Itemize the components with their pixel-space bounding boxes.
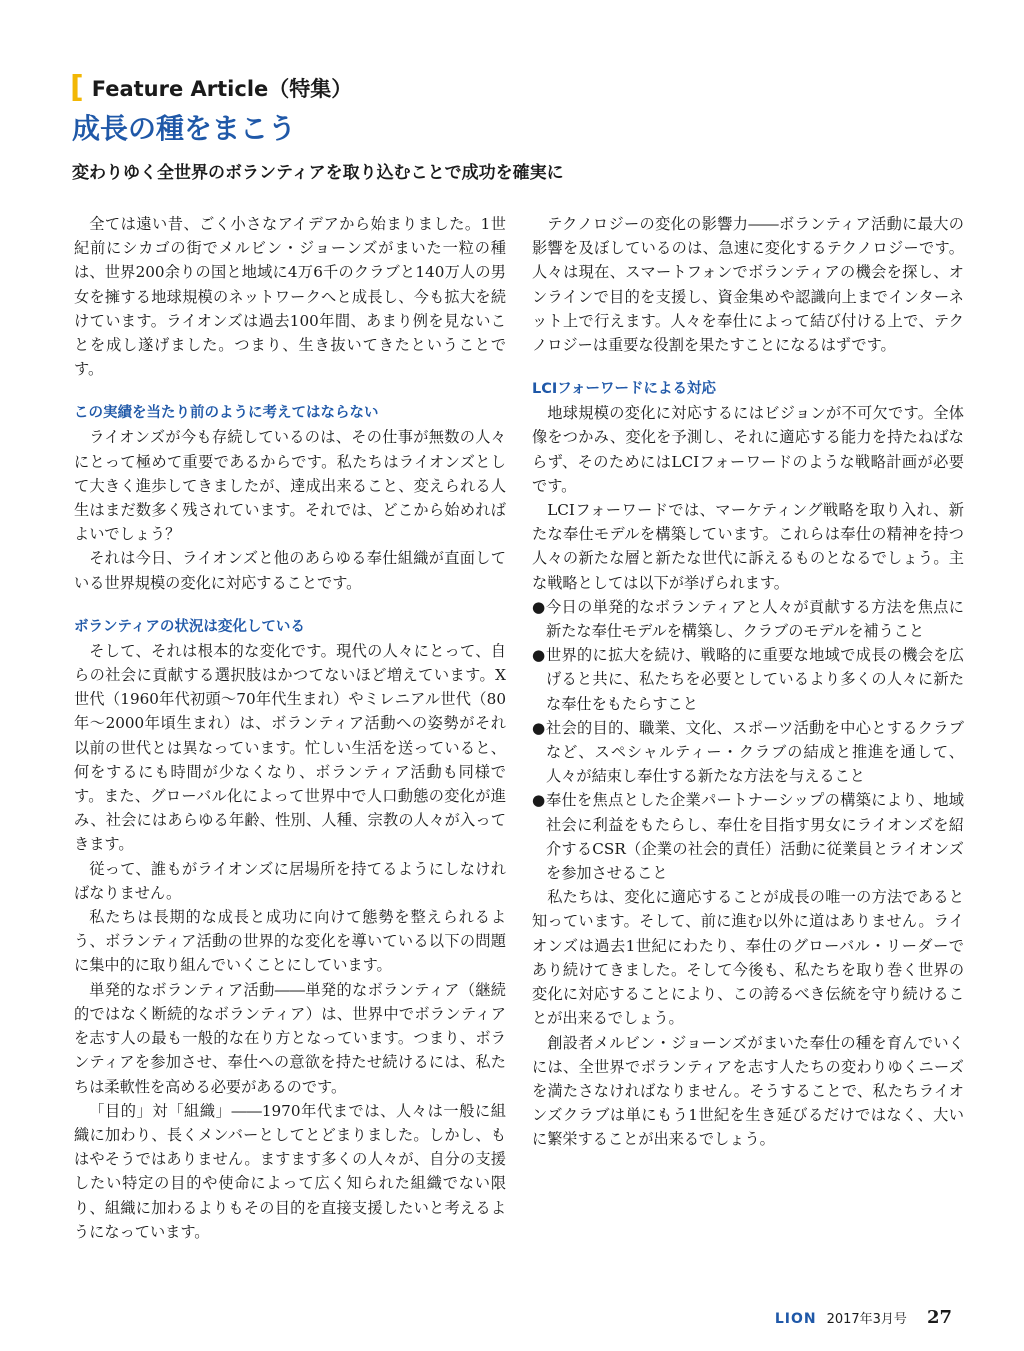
feature-kicker [70,72,352,104]
body-paragraph: 従って、誰もがライオンズに居場所を持てるようにしなければなりません。 [74,859,506,902]
page-number: 27 [926,1307,952,1328]
body-paragraph: テクノロジーの変化の影響力――ボランティア活動に最大の影響を及ぼしているのは、急速に変化するテクノロジーです。人々は現在、スマートフォンでボランティアの機会を探し、オンラインで目的を支援し、資金集めや認識向上までインターネット上で行えます。人々を奉仕によって結び付ける上で、テクノロジーは重要な役割を果たすことになるはずです。 [532,215,964,355]
page-footer [775,1307,952,1328]
body-paragraph: 地球規模の変化に対応するにはビジョンが不可欠です。全体像をつかみ、変化を予測し、それに適応する能力を持たねばならず、そのためにはLCIフォーワードのような戦略計画が必要です。 [532,404,964,495]
body-paragraph: 「目的」対「組織」――1970年代までは、人々は一般に組織に加わり、長くメンバーとしてとどまりました。しかし、もはやそうではありません。ますます多くの人々が、自分の支援したい特定の目的や使命によって広く知られた組織でない限り、組織に加わるよりもその目的を直接支援したいと考えるようになっています。 [74,1101,506,1241]
right-column [532,212,964,1152]
body-paragraph: それは今日、ライオンズと他のあらゆる奉仕組織が直面している世界規模の変化に対応することです。 [74,549,506,592]
kicker-bracket: [ [70,70,84,105]
list-item [532,716,964,789]
list-item [532,788,964,885]
bullet-icon: ● [532,597,546,616]
body-paragraph: LCIフォーワードでは、マーケティング戦略を取り入れ、新たな奉仕モデルを構築しています。これらは奉仕の精神を持つ人々の新たな層と新たな世代に訴えるものとなるでしょう。主な戦略としては以下が挙げられます。 [532,501,964,592]
list-item-text: 世界的に拡大を続け、戦略的に重要な地域で成長の機会を広げると共に、私たちを必要としているより多くの人々に新たな奉仕をもたらすこと [546,646,964,713]
list-item [532,595,964,643]
issue-date: 2017年3月号 [826,1312,907,1327]
bullet-icon: ● [532,718,546,737]
list-item-text: 今日の単発的なボランティアと人々が貢献する方法を焦点に新たな奉仕モデルを構築し、クラブのモデルを補うこと [546,597,964,641]
section-heading: ボランティアの状況は変化している [74,618,305,635]
magazine-brand: LION [774,1311,817,1327]
list-item-text: 奉仕を焦点とした企業パートナーシップの構築により、地域社会に利益をもたらし、奉仕を目指す男女にライオンズを紹介するCSR（企業の社会的責任）活動に従業員とライオンズを参加させること [546,791,964,883]
kicker-text: Feature Article（特集） [91,77,353,101]
section-heading: この実績を当たり前のように考えてはならない [74,405,379,422]
section-heading: LCIフォーワードによる対応 [532,381,717,398]
left-column [74,212,506,1244]
intro-paragraph: 全ては遠い昔、ごく小さなアイデアから始まりました。1世紀前にシカゴの街でメルビン・ジョーンズがまいた一粒の種は、世界200余りの国と地域に4万6千のクラブと140万人の男女を擁する地球規模のネットワークへと成長し、今も拡大を続けています。ライオンズは過去100年間、あまり例を見ないことを成し遂げました。つまり、生き抜いてきたということです。 [74,215,506,379]
list-item-text: 社会的目的、職業、文化、スポーツ活動を中心とするクラブなど、スペシャルティー・クラブの結成と推進を通して、人々が結束し奉仕する新たな方法を与えること [546,718,964,786]
body-paragraph: 私たちは、変化に適応することが成長の唯一の方法であると知っています。そして、前に進む以外に道はありません。ライオンズは過去1世紀にわたり、奉仕のグローバル・リーダーであり続けてきました。そして今後も、私たちを取り巻く世界の変化に対応することにより、この誇るべき伝統を守り続けることが出来るでしょう。 [532,888,964,1028]
bullet-icon: ● [532,646,546,665]
body-paragraph: 単発的なボランティア活動――単発的なボランティア（継続的ではなく断続的なボランティア）は、世界中でボランティアを志す人の最も一般的な在り方となっています。つまり、ボランティアを参加させ、奉仕への意欲を持たせ続けるには、私たちは柔軟性を高める必要があるのです。 [74,980,506,1096]
bullet-icon: ● [532,791,546,810]
body-paragraph: 私たちは長期的な成長と成功に向けて態勢を整えられるよう、ボランティア活動の世界的な変化を導いている以下の問題に集中的に取り組んでいくことにしています。 [74,908,506,975]
body-paragraph: 創設者メルビン・ジョーンズがまいた奉仕の種を育んでいくには、全世界でボランティアを志す人たちの変わりゆくニーズを満たさなければなりません。そうすることで、私たちライオンズクラブは単にもう1世紀を生き延びるだけではなく、大いに繁栄することが出来るでしょう。 [532,1033,964,1149]
article-subtitle: 変わりゆく全世界のボランティアを取り込むことで成功を確実に [72,163,564,183]
article-title: 成長の種をまこう [72,112,297,145]
list-item [532,643,964,716]
strategy-list [532,595,964,885]
body-paragraph: ライオンズが今も存続しているのは、その仕事が無数の人々にとって極めて重要であるからです。私たちはライオンズとして大きく進歩してきましたが、達成出来ること、変えられる人生はまだ数多く残されています。それでは、どこから始めればよいでしょう？ [74,428,506,544]
body-paragraph: そして、それは根本的な変化です。現代の人々にとって、自らの社会に貢献する選択肢はかつてないほど増えています。X世代（1960年代初頭～70年代生まれ）やミレニアル世代（80年～2000年頃生まれ）は、ボランティア活動への姿勢がそれ以前の世代とは異なっています。忙しい生活を送っていると、何をするにも時間が少なくなり、ボランティア活動も同様です。また、グローバル化によって世界中で人口動態の変化が進み、社会にはあらゆる年齢、性別、人種、宗教の人々が入ってきます。 [74,641,506,854]
